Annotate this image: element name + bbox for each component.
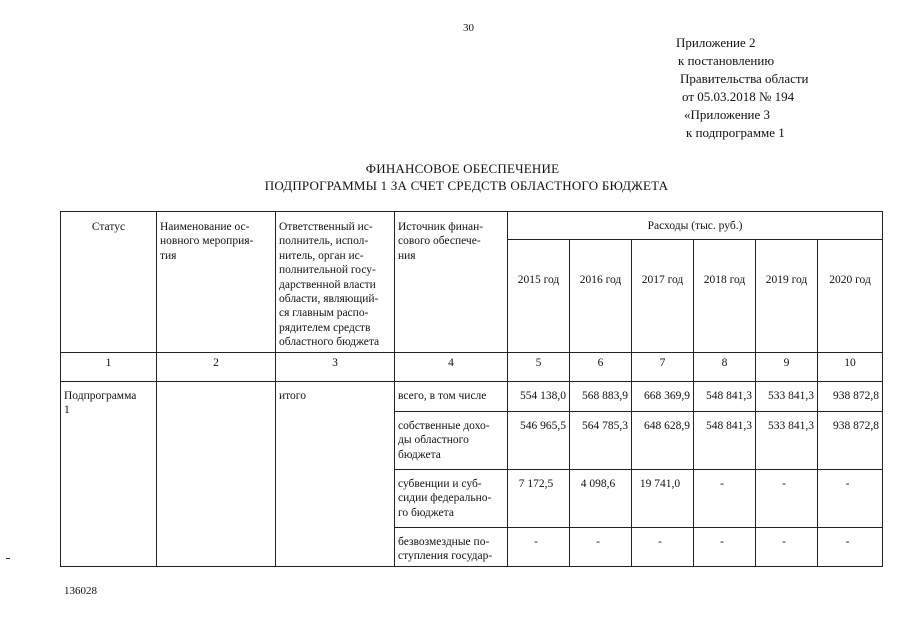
value-cell: 548 841,3 [694,412,756,470]
value-cell: - [632,528,694,567]
margin-mark [6,558,10,559]
measure-cell [157,382,276,567]
source-cell: субвенции и суб- сидии федерально- го бюджета [395,470,508,528]
value-cell: - [756,528,818,567]
year-header: 2020 год [818,240,883,353]
value-cell: - [818,528,883,567]
header-expenses: Расходы (тыс. руб.) [508,212,883,240]
header-row [61,212,883,240]
executor-cell: итого [276,382,395,567]
value-cell: - [694,470,756,528]
value-cell: 668 369,9 [632,382,694,412]
value-cell: 938 872,8 [818,382,883,412]
appendix-line: к подпрограмме 1 [686,125,785,140]
value-cell: 938 872,8 [818,412,883,470]
appendix-line: от 05.03.2018 № 194 [682,89,795,104]
value-cell: 564 785,3 [570,412,632,470]
value-cell: - [508,528,570,567]
source-cell: всего, в том числе [395,382,508,412]
appendix-line: «Приложение 3 [684,107,771,122]
column-number: 1 [61,353,157,382]
column-number: 5 [508,353,570,382]
appendix-line: Правительства области [680,71,809,86]
column-number: 9 [756,353,818,382]
column-number: 8 [694,353,756,382]
header-status: Статус [61,212,157,353]
header-measure: Наименование ос- новного мероприя- тия [157,212,276,353]
footer-code: 136028 [64,585,97,597]
column-number: 3 [276,353,395,382]
value-cell: - [694,528,756,567]
status-cell: Подпрограмма 1 [61,382,157,567]
value-cell: - [570,528,632,567]
year-header: 2015 год [508,240,570,353]
column-number: 4 [395,353,508,382]
year-header: 2019 год [756,240,818,353]
source-cell: собственные дохо- ды областного бюджета [395,412,508,470]
header-source: Источник финан- сового обеспече- ния [395,212,508,353]
value-cell: - [818,470,883,528]
year-header: 2018 год [694,240,756,353]
value-cell: 548 841,3 [694,382,756,412]
document-subtitle: ПОДПРОГРАММЫ 1 ЗА СЧЕТ СРЕДСТВ ОБЛАСТНОГО БЮДЖЕТА [264,178,669,193]
column-number: 7 [632,353,694,382]
value-cell: - [756,470,818,528]
header-executor: Ответственный ис- полнитель, испол- нитель, орган ис- полнительной госу- дарственной власти области, являющий- ся главным распо- рядителем средств областного бюджета [276,212,395,353]
year-header: 2017 год [632,240,694,353]
financing-table [60,211,883,567]
value-cell: 4 098,6 [570,470,632,528]
appendix-line: Приложение 2 [676,35,756,50]
column-numbers-row [61,353,883,382]
year-header: 2016 год [570,240,632,353]
value-cell: 7 172,5 [508,470,570,528]
value-cell: 648 628,9 [632,412,694,470]
column-number: 10 [818,353,883,382]
column-number: 2 [157,353,276,382]
appendix-note [0,34,809,142]
value-cell: 554 138,0 [508,382,570,412]
column-number: 6 [570,353,632,382]
value-cell: 546 965,5 [508,412,570,470]
value-cell: 533 841,3 [756,382,818,412]
table-row [61,382,883,412]
page-number: 30 [463,22,474,34]
value-cell: 568 883,9 [570,382,632,412]
document-title: ФИНАНСОВОЕ ОБЕСПЕЧЕНИЕ [365,161,560,176]
appendix-line: к постановлению [678,53,775,68]
value-cell: 533 841,3 [756,412,818,470]
source-cell: безвозмездные по- ступления государ- [395,528,508,567]
value-cell: 19 741,0 [632,470,694,528]
